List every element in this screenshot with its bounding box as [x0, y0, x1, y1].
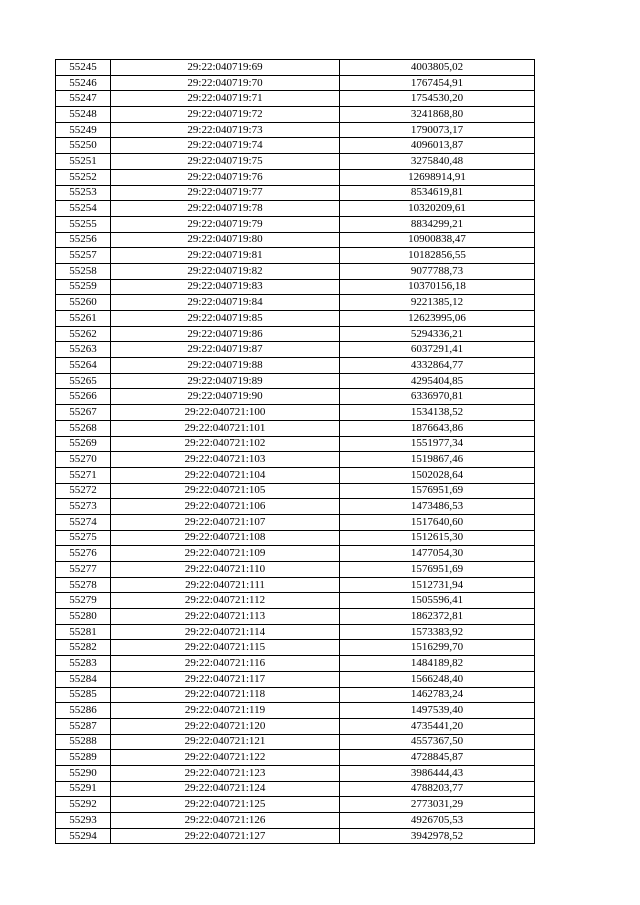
value-cell: 10370156,18	[340, 279, 535, 295]
row-number-cell: 55252	[56, 169, 111, 185]
value-cell: 1790073,17	[340, 122, 535, 138]
row-number-cell: 55250	[56, 138, 111, 154]
row-number-cell: 55262	[56, 326, 111, 342]
cadastral-number-cell: 29:22:040719:78	[111, 201, 340, 217]
cadastral-number-cell: 29:22:040719:77	[111, 185, 340, 201]
row-number-cell: 55247	[56, 91, 111, 107]
value-cell: 1484189,82	[340, 656, 535, 672]
table-row	[56, 373, 535, 389]
table-row	[56, 703, 535, 719]
value-cell: 1519867,46	[340, 452, 535, 468]
table-row	[56, 185, 535, 201]
value-cell: 12623995,06	[340, 311, 535, 327]
value-cell: 8834299,21	[340, 216, 535, 232]
cadastral-number-cell: 29:22:040719:88	[111, 358, 340, 374]
value-cell: 6336970,81	[340, 389, 535, 405]
table-row	[56, 530, 535, 546]
table-row	[56, 154, 535, 170]
cadastral-number-cell: 29:22:040719:82	[111, 263, 340, 279]
row-number-cell: 55280	[56, 609, 111, 625]
cadastral-number-cell: 29:22:040719:86	[111, 326, 340, 342]
row-number-cell: 55276	[56, 546, 111, 562]
value-cell: 1573383,92	[340, 624, 535, 640]
value-cell: 1512731,94	[340, 577, 535, 593]
cadastral-number-cell: 29:22:040721:126	[111, 813, 340, 829]
cadastral-number-cell: 29:22:040719:89	[111, 373, 340, 389]
value-cell: 3275840,48	[340, 154, 535, 170]
row-number-cell: 55278	[56, 577, 111, 593]
row-number-cell: 55248	[56, 107, 111, 123]
table-row	[56, 593, 535, 609]
cadastral-number-cell: 29:22:040721:120	[111, 718, 340, 734]
row-number-cell: 55293	[56, 813, 111, 829]
value-cell: 10320209,61	[340, 201, 535, 217]
row-number-cell: 55273	[56, 499, 111, 515]
cadastral-number-cell: 29:22:040721:111	[111, 577, 340, 593]
value-cell: 1754530,20	[340, 91, 535, 107]
row-number-cell: 55251	[56, 154, 111, 170]
cadastral-number-cell: 29:22:040721:123	[111, 765, 340, 781]
cadastral-number-cell: 29:22:040721:113	[111, 609, 340, 625]
value-cell: 1551977,34	[340, 436, 535, 452]
row-number-cell: 55263	[56, 342, 111, 358]
table-row	[56, 828, 535, 844]
cadastral-number-cell: 29:22:040721:106	[111, 499, 340, 515]
cadastral-number-cell: 29:22:040721:102	[111, 436, 340, 452]
table-row	[56, 734, 535, 750]
cadastral-number-cell: 29:22:040719:84	[111, 295, 340, 311]
table-row	[56, 420, 535, 436]
row-number-cell: 55285	[56, 687, 111, 703]
table-row	[56, 232, 535, 248]
table-row	[56, 624, 535, 640]
cadastral-number-cell: 29:22:040721:108	[111, 530, 340, 546]
table-row	[56, 514, 535, 530]
row-number-cell: 55246	[56, 75, 111, 91]
table-row	[56, 248, 535, 264]
value-cell: 6037291,41	[340, 342, 535, 358]
row-number-cell: 55287	[56, 718, 111, 734]
value-cell: 3241868,80	[340, 107, 535, 123]
cadastral-number-cell: 29:22:040719:83	[111, 279, 340, 295]
value-cell: 4003805,02	[340, 60, 535, 76]
table-row	[56, 797, 535, 813]
table-row	[56, 358, 535, 374]
row-number-cell: 55288	[56, 734, 111, 750]
table-row	[56, 671, 535, 687]
value-cell: 4788203,77	[340, 781, 535, 797]
cadastral-number-cell: 29:22:040721:119	[111, 703, 340, 719]
table-row	[56, 640, 535, 656]
cadastral-number-cell: 29:22:040721:101	[111, 420, 340, 436]
row-number-cell: 55256	[56, 232, 111, 248]
row-number-cell: 55259	[56, 279, 111, 295]
cadastral-number-cell: 29:22:040721:105	[111, 483, 340, 499]
table-row	[56, 138, 535, 154]
cadastral-number-cell: 29:22:040721:118	[111, 687, 340, 703]
row-number-cell: 55282	[56, 640, 111, 656]
row-number-cell: 55268	[56, 420, 111, 436]
data-table	[55, 59, 535, 844]
cadastral-number-cell: 29:22:040721:125	[111, 797, 340, 813]
table-row	[56, 467, 535, 483]
table-row	[56, 263, 535, 279]
value-cell: 1517640,60	[340, 514, 535, 530]
table-row	[56, 813, 535, 829]
row-number-cell: 55274	[56, 514, 111, 530]
row-number-cell: 55290	[56, 765, 111, 781]
value-cell: 4557367,50	[340, 734, 535, 750]
table-row	[56, 122, 535, 138]
table-row	[56, 169, 535, 185]
table-row	[56, 452, 535, 468]
value-cell: 1473486,53	[340, 499, 535, 515]
table-row	[56, 107, 535, 123]
row-number-cell: 55283	[56, 656, 111, 672]
value-cell: 4295404,85	[340, 373, 535, 389]
value-cell: 9221385,12	[340, 295, 535, 311]
table-row	[56, 60, 535, 76]
cadastral-number-cell: 29:22:040721:112	[111, 593, 340, 609]
table-row	[56, 577, 535, 593]
cadastral-number-cell: 29:22:040721:117	[111, 671, 340, 687]
table-row	[56, 781, 535, 797]
cadastral-number-cell: 29:22:040721:114	[111, 624, 340, 640]
cadastral-number-cell: 29:22:040721:110	[111, 562, 340, 578]
cadastral-number-cell: 29:22:040719:87	[111, 342, 340, 358]
cadastral-number-cell: 29:22:040719:79	[111, 216, 340, 232]
row-number-cell: 55249	[56, 122, 111, 138]
table-row	[56, 326, 535, 342]
table-row	[56, 750, 535, 766]
value-cell: 1566248,40	[340, 671, 535, 687]
value-cell: 12698914,91	[340, 169, 535, 185]
value-cell: 4735441,20	[340, 718, 535, 734]
value-cell: 1512615,30	[340, 530, 535, 546]
row-number-cell: 55270	[56, 452, 111, 468]
cadastral-number-cell: 29:22:040719:85	[111, 311, 340, 327]
value-cell: 10182856,55	[340, 248, 535, 264]
cadastral-number-cell: 29:22:040719:74	[111, 138, 340, 154]
row-number-cell: 55281	[56, 624, 111, 640]
cadastral-number-cell: 29:22:040719:80	[111, 232, 340, 248]
table-row	[56, 91, 535, 107]
cadastral-number-cell: 29:22:040719:75	[111, 154, 340, 170]
value-cell: 1767454,91	[340, 75, 535, 91]
row-number-cell: 55266	[56, 389, 111, 405]
table-row	[56, 718, 535, 734]
table-row	[56, 75, 535, 91]
table-row	[56, 562, 535, 578]
cadastral-number-cell: 29:22:040719:70	[111, 75, 340, 91]
cadastral-number-cell: 29:22:040719:73	[111, 122, 340, 138]
value-cell: 1462783,24	[340, 687, 535, 703]
row-number-cell: 55291	[56, 781, 111, 797]
value-cell: 1534138,52	[340, 405, 535, 421]
table-row	[56, 295, 535, 311]
value-cell: 1576951,69	[340, 483, 535, 499]
table-body	[56, 60, 535, 844]
table-row	[56, 765, 535, 781]
table-row	[56, 499, 535, 515]
value-cell: 4096013,87	[340, 138, 535, 154]
table-row	[56, 546, 535, 562]
table-row	[56, 483, 535, 499]
cadastral-number-cell: 29:22:040719:72	[111, 107, 340, 123]
cadastral-number-cell: 29:22:040721:109	[111, 546, 340, 562]
value-cell: 8534619,81	[340, 185, 535, 201]
row-number-cell: 55279	[56, 593, 111, 609]
table-row	[56, 687, 535, 703]
row-number-cell: 55275	[56, 530, 111, 546]
row-number-cell: 55277	[56, 562, 111, 578]
value-cell: 10900838,47	[340, 232, 535, 248]
table-row	[56, 216, 535, 232]
value-cell: 2773031,29	[340, 797, 535, 813]
table-row	[56, 279, 535, 295]
row-number-cell: 55265	[56, 373, 111, 389]
row-number-cell: 55264	[56, 358, 111, 374]
row-number-cell: 55284	[56, 671, 111, 687]
value-cell: 1505596,41	[340, 593, 535, 609]
value-cell: 3942978,52	[340, 828, 535, 844]
table-row	[56, 436, 535, 452]
value-cell: 1502028,64	[340, 467, 535, 483]
value-cell: 9077788,73	[340, 263, 535, 279]
value-cell: 1862372,81	[340, 609, 535, 625]
cadastral-number-cell: 29:22:040719:81	[111, 248, 340, 264]
table-row	[56, 201, 535, 217]
cadastral-number-cell: 29:22:040719:90	[111, 389, 340, 405]
cadastral-number-cell: 29:22:040721:122	[111, 750, 340, 766]
row-number-cell: 55272	[56, 483, 111, 499]
row-number-cell: 55271	[56, 467, 111, 483]
table-row	[56, 311, 535, 327]
cadastral-number-cell: 29:22:040721:115	[111, 640, 340, 656]
row-number-cell: 55253	[56, 185, 111, 201]
cadastral-number-cell: 29:22:040721:124	[111, 781, 340, 797]
row-number-cell: 55261	[56, 311, 111, 327]
row-number-cell: 55255	[56, 216, 111, 232]
row-number-cell: 55260	[56, 295, 111, 311]
row-number-cell: 55257	[56, 248, 111, 264]
row-number-cell: 55245	[56, 60, 111, 76]
value-cell: 4728845,87	[340, 750, 535, 766]
value-cell: 1516299,70	[340, 640, 535, 656]
value-cell: 1477054,30	[340, 546, 535, 562]
value-cell: 3986444,43	[340, 765, 535, 781]
value-cell: 5294336,21	[340, 326, 535, 342]
cadastral-number-cell: 29:22:040719:71	[111, 91, 340, 107]
cadastral-number-cell: 29:22:040719:76	[111, 169, 340, 185]
value-cell: 1876643,86	[340, 420, 535, 436]
cadastral-number-cell: 29:22:040721:107	[111, 514, 340, 530]
cadastral-number-cell: 29:22:040721:116	[111, 656, 340, 672]
cadastral-number-cell: 29:22:040721:121	[111, 734, 340, 750]
cadastral-number-cell: 29:22:040721:100	[111, 405, 340, 421]
row-number-cell: 55254	[56, 201, 111, 217]
cadastral-number-cell: 29:22:040721:104	[111, 467, 340, 483]
row-number-cell: 55294	[56, 828, 111, 844]
row-number-cell: 55269	[56, 436, 111, 452]
row-number-cell: 55258	[56, 263, 111, 279]
table-row	[56, 389, 535, 405]
row-number-cell: 55286	[56, 703, 111, 719]
table-row	[56, 342, 535, 358]
row-number-cell: 55289	[56, 750, 111, 766]
table-row	[56, 405, 535, 421]
row-number-cell: 55267	[56, 405, 111, 421]
row-number-cell: 55292	[56, 797, 111, 813]
value-cell: 4332864,77	[340, 358, 535, 374]
table-row	[56, 609, 535, 625]
cadastral-number-cell: 29:22:040721:103	[111, 452, 340, 468]
value-cell: 1576951,69	[340, 562, 535, 578]
value-cell: 4926705,53	[340, 813, 535, 829]
cadastral-number-cell: 29:22:040721:127	[111, 828, 340, 844]
value-cell: 1497539,40	[340, 703, 535, 719]
cadastral-number-cell: 29:22:040719:69	[111, 60, 340, 76]
table-row	[56, 656, 535, 672]
